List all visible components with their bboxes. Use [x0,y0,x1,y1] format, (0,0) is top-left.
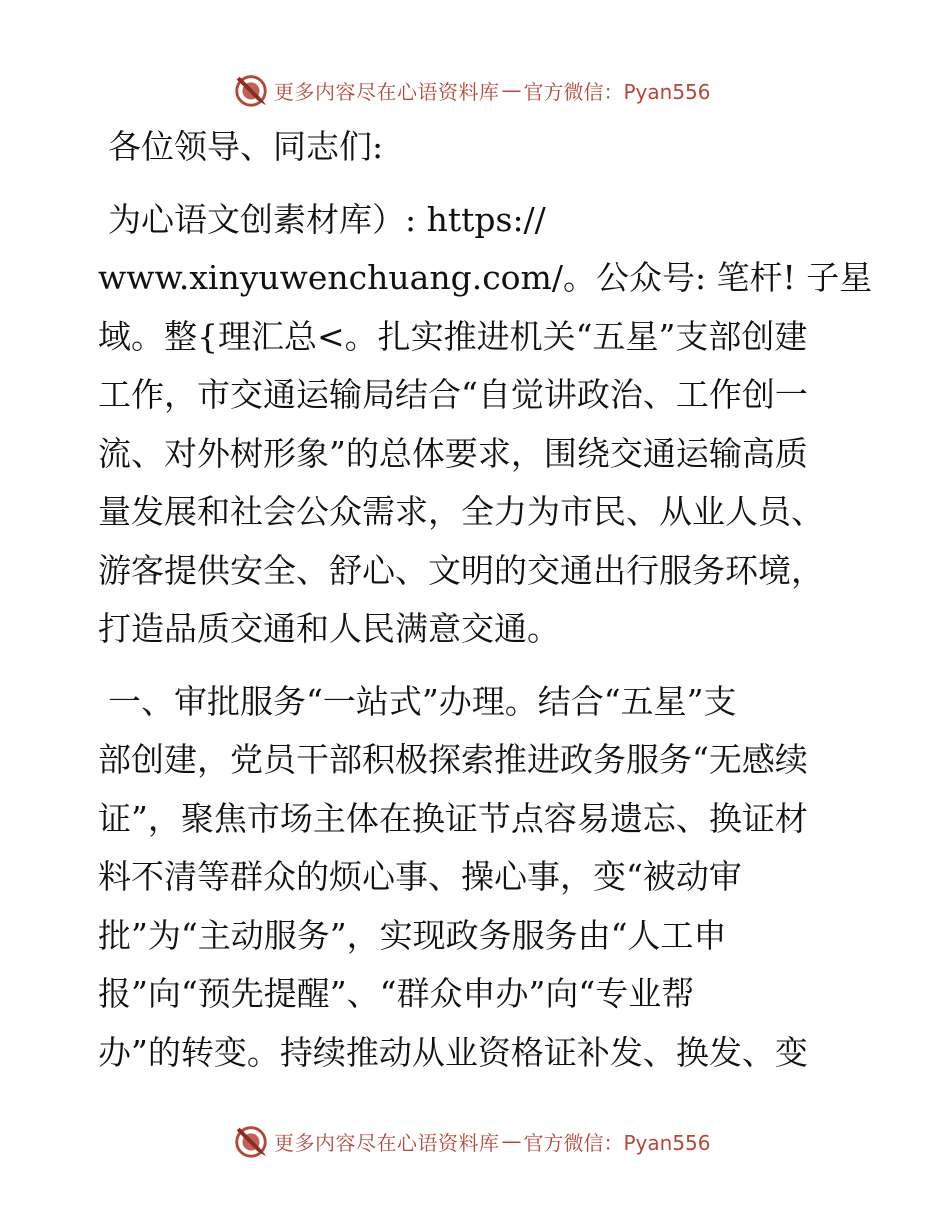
paragraph-gap [98,177,858,191]
paragraph-line: 工作，市交通运输局结合“自觉讲政治、工作创一 [98,375,808,414]
paragraph-line: 流、对外树形象”的总体要求，围绕交通运输高质 [98,433,808,473]
paragraph-line: 为心语文创素材库）: https:// [108,199,546,239]
paragraph-line: 料不清等群众的烦心事、操心事，变“被动审 [98,857,742,896]
paragraph-line: 证”，聚焦市场主体在换证节点容易遗忘、换证材 [98,798,808,838]
paragraph-line: 游客提供安全、舒心、文明的交通出行服务环境， [98,550,824,590]
banner-separator: — [501,78,522,102]
paragraph-line: 量发展和社会公众需求，全力为市民、从业人员、 [98,492,824,531]
banner-brand-text: 更多内容尽在心语资料库 [274,1130,500,1155]
document-body [98,118,873,1082]
banner-contact-text: 官方微信：Pyan556 [523,79,711,104]
paragraph-line: 打造品质交通和人民满意交通。 [98,609,560,648]
banner-contact-text: 官方微信：Pyan556 [523,1130,711,1155]
banner-brand-text: 更多内容尽在心语资料库 [274,79,500,104]
paragraph-2 [98,673,858,1083]
greeting: 各位领导、同志们: [108,127,384,166]
paragraph-gap [98,659,858,673]
paragraph-line: 部创建，党员干部积极探索推进政务服务“无感续 [98,740,808,779]
header-banner [232,70,711,110]
paragraph-1 [98,191,873,659]
paragraph-line: 办”的转变。持续推动从业资格证补发、换发、变 [98,1032,808,1072]
paragraph-line: 域。整{理汇总<。扎实推进机关“五星”支部创建 [98,316,808,356]
banner-separator: — [501,1129,522,1153]
quill-seal-logo-icon [232,71,270,109]
paragraph-line: 一、审批服务“一站式”办理。结合“五星”支 [108,681,737,721]
paragraph-line: 报”向“预先提醒”、“群众申办”向“专业帮 [98,974,695,1013]
footer-banner [232,1121,711,1161]
paragraph-line: www.xinyuwenchuang.com/。公众号: 笔杆! 子星 [98,258,873,297]
quill-seal-logo-icon [232,1122,270,1160]
paragraph-line: 批”为“主动服务”，实现政务服务由“人工申 [98,915,727,955]
